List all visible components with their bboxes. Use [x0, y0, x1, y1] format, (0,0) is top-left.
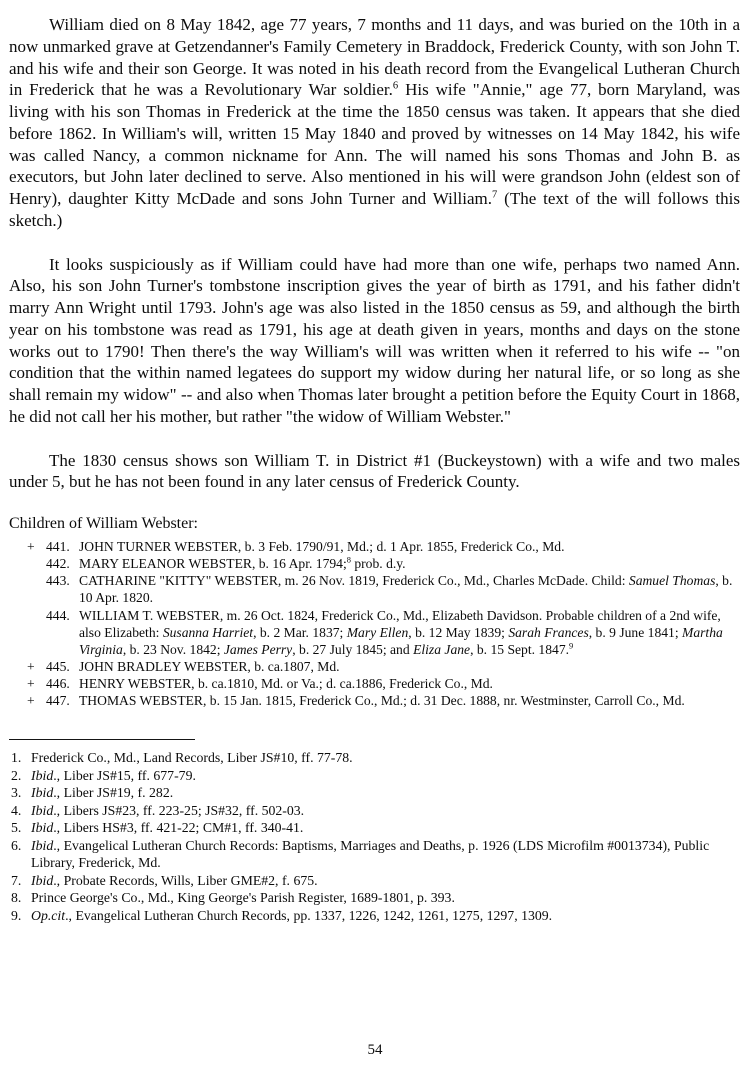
child-marker: +	[27, 658, 35, 674]
footnote-text: Ibid., Libers JS#23, ff. 223-25; JS#32, ff. 502-03.	[31, 802, 305, 818]
child-marker: +	[27, 693, 35, 709]
paragraph-two-wives: It looks suspiciously as if William could have had more than one wife, perhaps two named Ann. Also, his son John Turner's tombstone inscription gives the year of birth as 1791, and his father didn't marry Ann Wright until 1793. John's age was also listed in the 1850 census as 59, and although the birth year on his tombstone was read as 1791, his age at death given in years, months and days on the stone works out to 1790! Then there's the way William's will was written when it referred to his wife -- "on condition that the within named legatees do support my widow during her natural life, or so long as she shall remain my widow" -- and also when Thomas later brought a petition before the Equity Court in 1868, he did not call her his mother, but rather "the widow of William Webster."	[9, 254, 740, 426]
footnote-number: 9.	[11, 907, 22, 923]
footnote-text: Ibid., Liber JS#15, ff. 677-79.	[31, 767, 196, 783]
paragraph-1830-census: The 1830 census shows son William T. in District #1 (Buckeystown) with a wife and two males under 5, but he has not been found in any later census of Frederick County.	[9, 450, 740, 492]
footnote-number: 2.	[11, 767, 22, 783]
footnote-number: 8.	[11, 890, 22, 906]
child-entry-445	[9, 658, 740, 675]
child-entry-446	[9, 675, 740, 692]
child-text: MARY ELEANOR WEBSTER, b. 16 Apr. 1794;$^8$ prob. d.y.	[79, 554, 406, 572]
child-entry-442	[9, 555, 740, 572]
child-text: JOHN TURNER WEBSTER, b. 3 Feb. 1790/91, Md.; d. 1 Apr. 1855, Frederick Co., Md.	[79, 539, 565, 554]
child-entry-443	[9, 572, 740, 606]
footnote-text: Ibid., Probate Records, Wills, Liber GME#2, f. 675.	[31, 872, 318, 888]
child-entry-444	[9, 607, 740, 658]
child-text: THOMAS WEBSTER, b. 15 Jan. 1815, Frederick Co., Md.; d. 31 Dec. 1888, nr. Westminster, Carroll Co., Md.	[79, 693, 685, 709]
footnote-2	[9, 767, 740, 785]
child-number: 445.	[46, 658, 70, 674]
child-number: 442.	[46, 556, 70, 572]
footnote-9	[9, 907, 740, 925]
footnote-number: 4.	[11, 802, 22, 818]
child-entry-441	[9, 538, 740, 555]
footnote-text: Ibid., Liber JS#19, f. 282.	[31, 785, 174, 801]
footnote-text: Prince George's Co., Md., King George's Parish Register, 1689-1801, p. 393.	[31, 890, 455, 906]
footnote-text: Op.cit., Evangelical Lutheran Church Records, pp. 1337, 1226, 1242, 1261, 1275, 1297, 1309.	[31, 907, 553, 923]
footnote-4	[9, 802, 740, 820]
footnote-number: 7.	[11, 872, 22, 888]
child-number: 443.	[46, 573, 70, 589]
paragraph-william-death: William died on 8 May 1842, age 77 years, 7 months and 11 days, and was buried on the 10th in a now unmarked grave at Getzendanner's Family Cemetery in Braddock, Frederick County, with son John T. and his wife and their son George. It was noted in his death record from the Evangelical Lutheran Church in Frederick that he was a Revolutionary War soldier.$^6$ His wife "Annie," age 77, born Maryland, was living with his son Thomas in Frederick at the time the 1850 census was taken. It appears that she died before 1862. In William's will, written 15 May 1840 and proved by witnesses on 14 May 1842, his wife was called Nancy, a common nickname for Ann. The will named his sons Thomas and John B. as executors, but John later declined to serve. Also mentioned in his will were grandson John (eldest son of Henry), daughter Kitty McDade and sons John Turner and William.$^7$ (The text of the will follows this sketch.)	[9, 15, 740, 230]
child-number: 441.	[46, 539, 70, 554]
child-text: CATHARINE "KITTY" WEBSTER, m. 26 Nov. 1819, Frederick Co., Md., Charles McDade. Child: Samuel Thomas, b. 10 Apr. 1820.	[79, 573, 733, 606]
child-text: HENRY WEBSTER, b. ca.1810, Md. or Va.; d. ca.1886, Frederick Co., Md.	[79, 676, 493, 691]
children-heading: Children of William Webster:	[9, 515, 198, 532]
footnote-3	[9, 784, 740, 802]
child-number: 447.	[46, 693, 70, 709]
footnote-number: 5.	[11, 820, 22, 836]
footnote-number: 1.	[11, 750, 22, 766]
footnote-text: Ibid., Libers HS#3, ff. 421-22; CM#1, ff. 340-41.	[31, 820, 304, 836]
children-list	[9, 538, 740, 709]
footnote-text: Frederick Co., Md., Land Records, Liber JS#10, ff. 77-78.	[31, 750, 353, 766]
footnote-separator	[9, 739, 195, 740]
footnote-1	[9, 749, 740, 767]
footnote-number: 3.	[11, 785, 22, 801]
child-marker: +	[27, 676, 35, 691]
child-number: 444.	[46, 607, 70, 623]
footnote-text: Ibid., Evangelical Lutheran Church Records: Baptisms, Marriages and Deaths, p. 1926 (LDS Microfilm #0013734), Public Library, Frederick, Md.	[31, 837, 710, 871]
child-text: WILLIAM T. WEBSTER, m. 26 Oct. 1824, Frederick Co., Md., Elizabeth Davidson. Probable children of a 2nd wife, also Elizabeth: Susanna Harriet, b. 2 Mar. 1837; Mary Ellen, b. 12 May 1839; Sarah Frances, b. 9 June 1841; Martha Virginia, b. 23 Nov. 1842; James Perry, b. 27 July 1845; and Eliza Jane, b. 15 Sept. 1847.$^9$	[79, 607, 723, 657]
footnote-6	[9, 837, 740, 872]
footnote-7	[9, 872, 740, 890]
child-text: JOHN BRADLEY WEBSTER, b. ca.1807, Md.	[79, 658, 340, 674]
child-marker: +	[27, 539, 35, 554]
footnotes	[9, 749, 740, 924]
page-number: 54	[367, 1042, 383, 1058]
child-entry-447	[9, 692, 740, 709]
footnote-5	[9, 819, 740, 837]
footnote-8	[9, 889, 740, 907]
footnote-number: 6.	[11, 837, 22, 853]
child-number: 446.	[46, 676, 70, 691]
